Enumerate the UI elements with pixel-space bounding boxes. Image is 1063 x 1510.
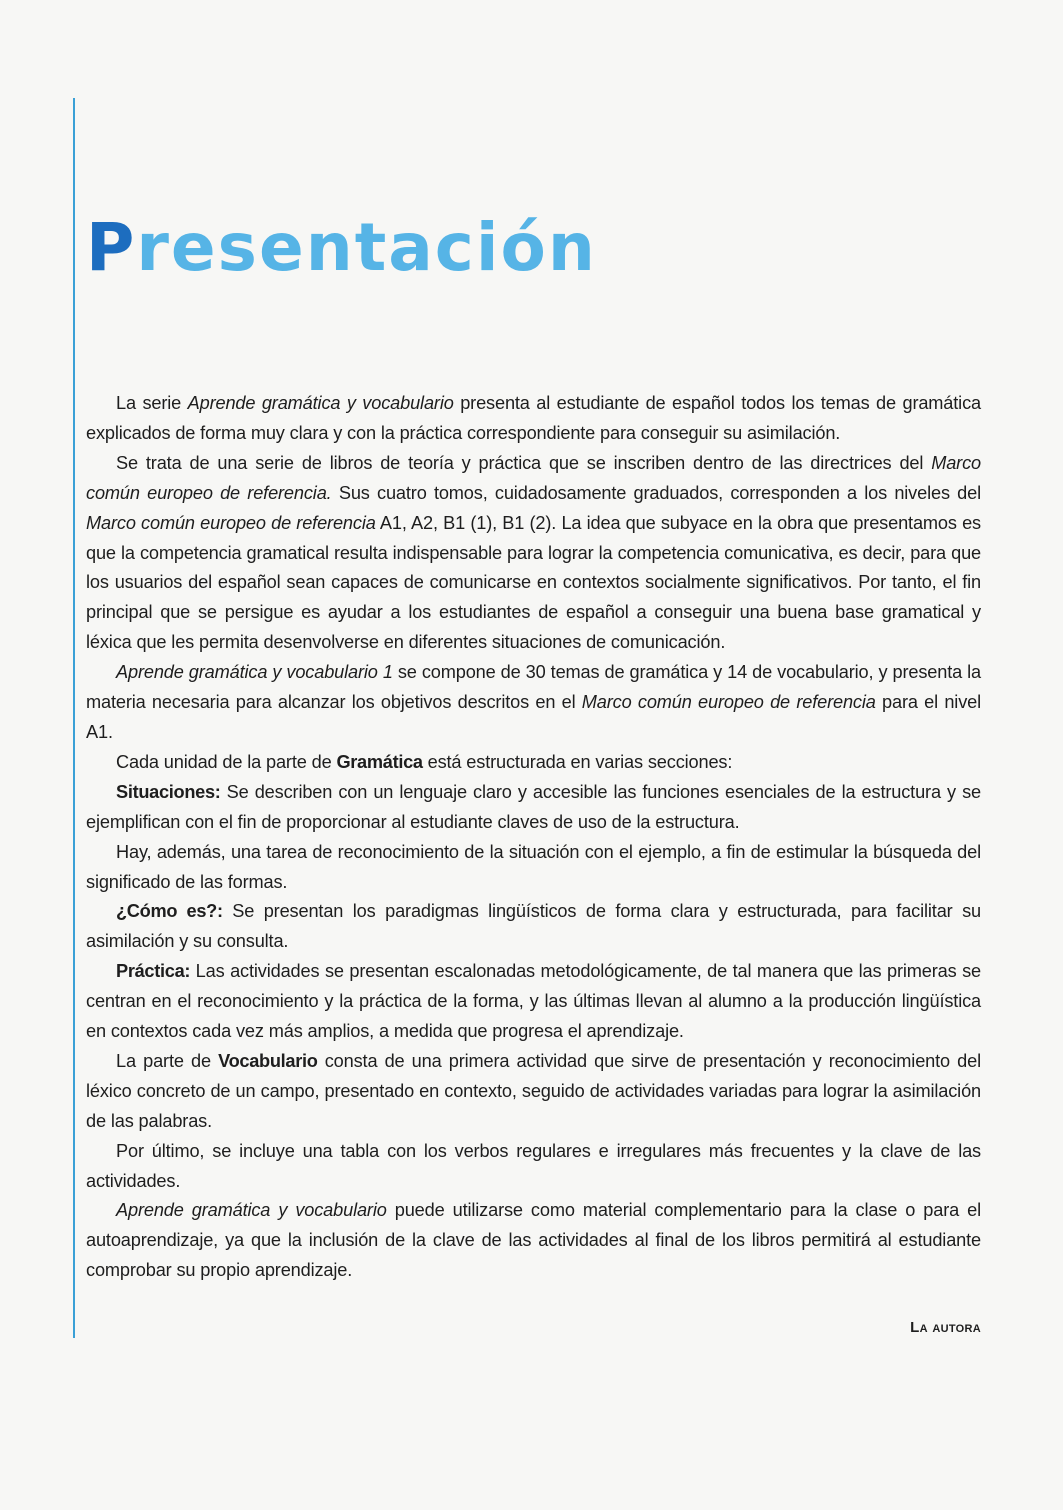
text-segment: presenta al estudiante de español todos los temas de gramática explicados de forma muy clara y con la práctica correspondiente para conseguir su asimilación. [86,393,981,443]
paragraph [86,748,981,778]
text-segment: Las actividades se presentan escalonadas metodológicamente, de tal manera que las primeras se centran en el reconocimiento y la práctica de la forma, y las últimas llevan al alumno a la producción lingüística en contextos cada vez más amplios, a medida que progresa el aprendizaje. [86,961,981,1042]
body-text [86,389,981,1286]
bold-text: Práctica: [116,961,191,982]
italic-text: Marco común europeo de referencia. [86,452,981,503]
bold-text: ¿Cómo es?: [116,901,223,922]
paragraph [86,1196,981,1286]
text-segment: La parte de [116,1050,219,1071]
italic-text: Aprende gramática y vocabulario 1 [116,662,393,683]
bold-text: Vocabulario [218,1050,318,1071]
text-segment: Se trata de una serie de libros de teoría y práctica que se inscriben dentro de las directrices del [116,452,932,473]
bold-text: Gramática [336,751,423,772]
paragraph [86,957,981,1047]
italic-text: Aprende gramática y vocabulario [187,393,454,413]
text-segment: para el nivel A1. [86,692,981,742]
paragraph [86,658,981,748]
text-segment: se compone de 30 temas de gramática y 14 de vocabulario, y presenta la materia necesaria para alcanzar los objetivos descritos en el [86,662,981,713]
page-title [86,209,597,286]
paragraph [86,449,981,658]
text-segment: La serie [116,393,188,413]
text-segment: Se describen con un lenguaje claro y accesible las funciones esenciales de la estructura y se ejemplifican con el fin de proporcionar al estudiante claves de uso de la estructura. [86,781,981,832]
text-segment: A1, A2, B1 (1), B1 (2). La idea que subyace en la obra que presentamos es que la competencia gramatical resulta indispensable para lograr la competencia comunicativa, es decir, para que los usuarios del español sean capaces de comunicarse en contextos socialmente significativos. Por tanto, el fin principal que se persigue es ayudar a los estudiantes de español a conseguir una buena base gramatical y léxica que les permita desenvolverse en diferentes situaciones de comunicación. [86,512,981,653]
margin-rule [73,98,75,1338]
paragraph [86,778,981,838]
italic-text: Marco común europeo de referencia [86,512,376,533]
text-segment: está estructurada en varias secciones: [422,751,733,772]
bold-text: Situaciones: [116,781,221,802]
text-segment: Hay, además, una tarea de reconocimiento de la situación con el ejemplo, a fin de estimular la búsqueda del significado de las formas. [86,841,981,892]
text-segment: Por último, se incluye una tabla con los verbos regulares e irregulares más frecuentes y la clave de las actividades. [86,1140,981,1191]
title-rest: resentación [136,209,597,286]
text-segment: Cada unidad de la parte de [116,751,337,772]
signature: La autora [910,1319,981,1336]
title-first-letter: P [86,209,137,286]
text-segment: Se presentan los paradigmas lingüísticos de forma clara y estructurada, para facilitar su asimilación y su consulta. [86,901,981,952]
italic-text: Marco común europeo de referencia [581,692,876,713]
paragraph [86,1047,981,1137]
paragraph [86,1137,981,1197]
italic-text: Aprende gramática y vocabulario [116,1200,387,1221]
text-segment: puede utilizarse como material complementario para la clase o para el autoaprendizaje, ya que la inclusión de la clave de las actividades al final de los libros permitirá al estudiante comprobar su propio aprendizaje. [86,1200,981,1281]
paragraph [86,897,981,957]
paragraph [86,838,981,898]
text-segment: Sus cuatro tomos, cuidadosamente graduados, corresponden a los niveles del [331,482,981,503]
paragraph [86,389,981,449]
text-segment: consta de una primera actividad que sirve de presentación y reconocimiento del léxico concreto de un campo, presentado en contexto, seguido de actividades variadas para lograr la asimilación de las palabras. [86,1050,981,1131]
